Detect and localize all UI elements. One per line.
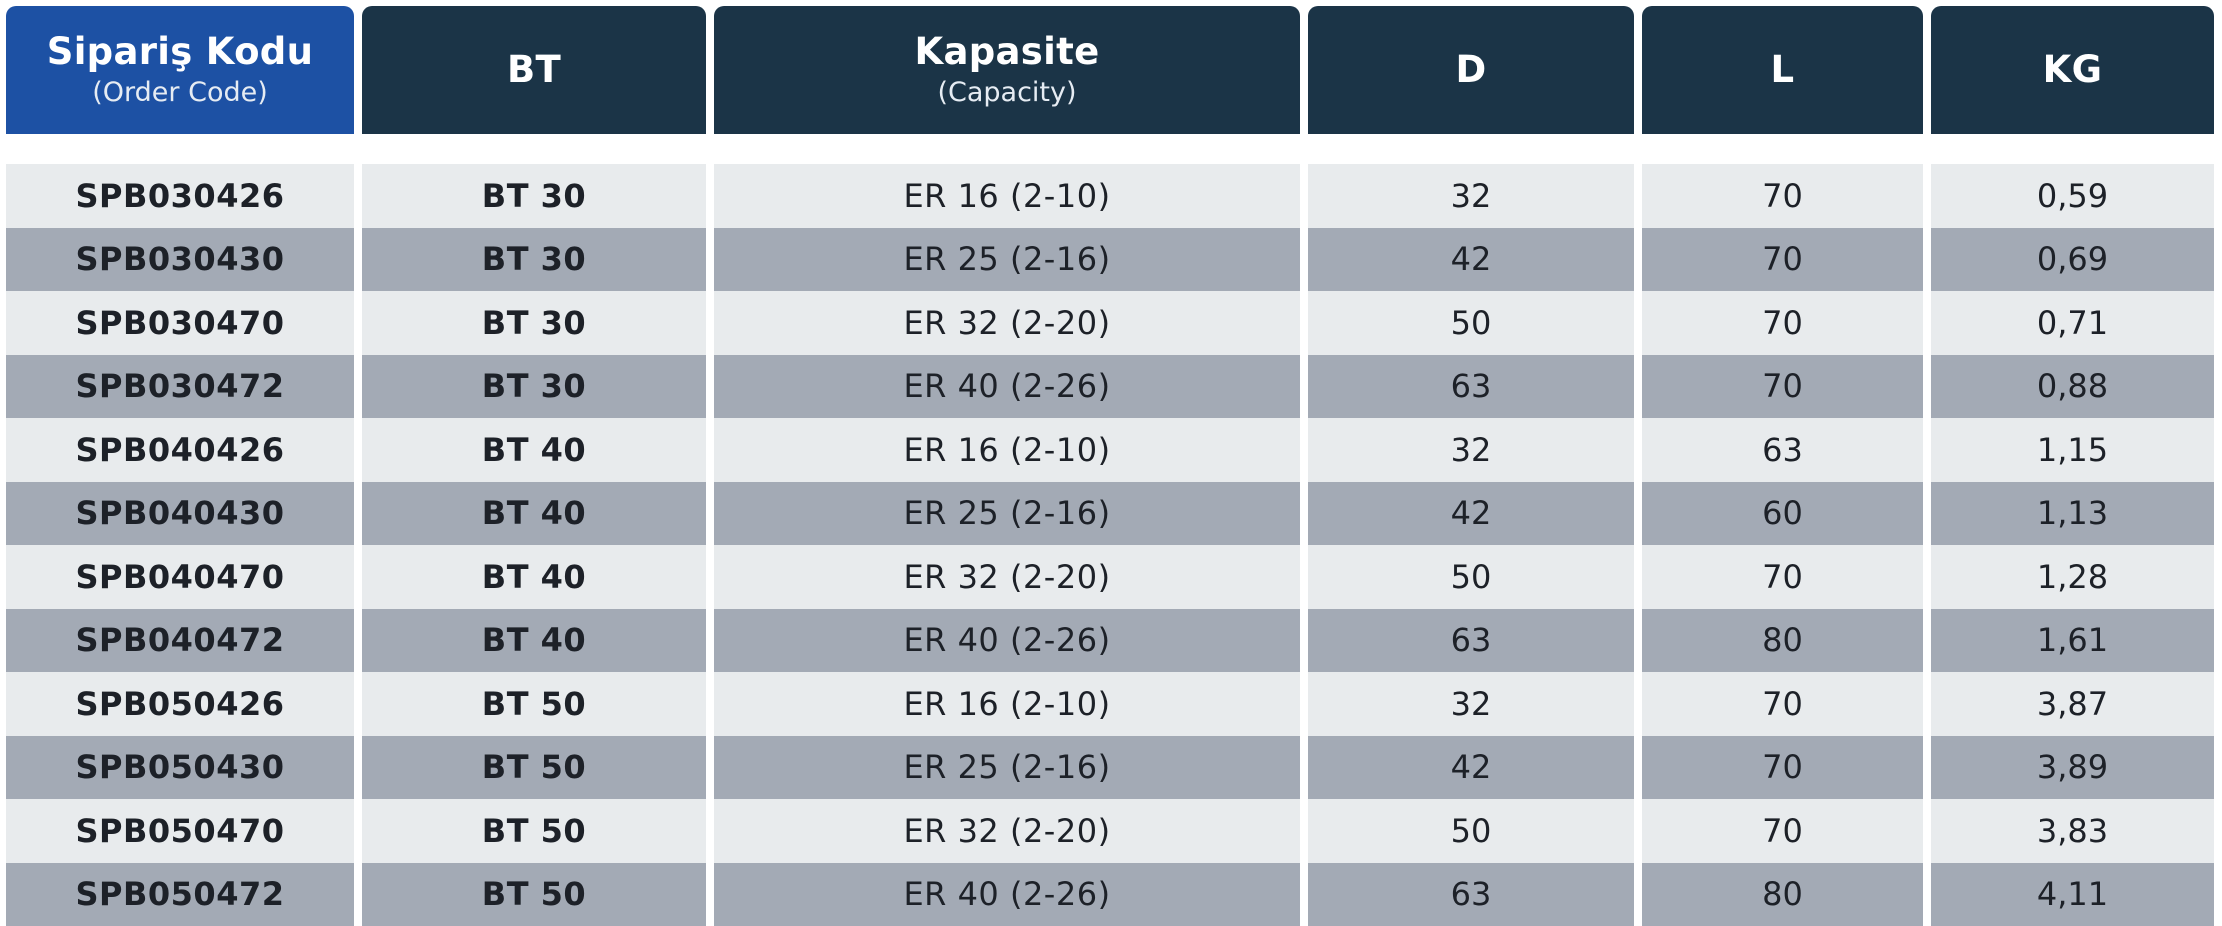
cell-d: 63 [1308, 863, 1634, 926]
cell-order-code: SPB030470 [6, 291, 354, 355]
table-row [6, 228, 2216, 292]
cell-d: 32 [1308, 418, 1634, 482]
cell-kg: 3,89 [1931, 736, 2214, 800]
header-capacity-sublabel: (Capacity) [937, 77, 1077, 109]
cell-bt: BT 30 [362, 291, 706, 355]
table-row [6, 736, 2216, 800]
cell-capacity: ER 16 (2-10) [714, 672, 1300, 736]
header-order-code-label: Sipariş Kodu [46, 29, 314, 73]
cell-order-code: SPB040430 [6, 482, 354, 546]
cell-capacity: ER 40 (2-26) [714, 355, 1300, 419]
header-order-code-sublabel: (Order Code) [92, 77, 268, 109]
cell-order-code: SPB050470 [6, 799, 354, 863]
cell-d: 50 [1308, 799, 1634, 863]
cell-order-code: SPB040470 [6, 545, 354, 609]
cell-bt: BT 50 [362, 736, 706, 800]
cell-l: 70 [1642, 291, 1923, 355]
header-capacity-label: Kapasite [914, 29, 1100, 73]
header-capacity [714, 6, 1300, 134]
product-table [6, 6, 2216, 926]
header-l [1642, 6, 1923, 134]
cell-capacity: ER 40 (2-26) [714, 609, 1300, 673]
cell-d: 63 [1308, 355, 1634, 419]
cell-l: 80 [1642, 609, 1923, 673]
table-row [6, 418, 2216, 482]
cell-kg: 3,83 [1931, 799, 2214, 863]
cell-bt: BT 30 [362, 164, 706, 228]
header-kg-label: KG [2042, 47, 2103, 91]
table-row [6, 355, 2216, 419]
cell-capacity: ER 32 (2-20) [714, 545, 1300, 609]
cell-order-code: SPB030472 [6, 355, 354, 419]
cell-order-code: SPB050430 [6, 736, 354, 800]
cell-order-code: SPB050426 [6, 672, 354, 736]
header-d-label: D [1455, 47, 1487, 91]
cell-bt: BT 50 [362, 799, 706, 863]
header-order-code [6, 6, 354, 134]
cell-bt: BT 40 [362, 482, 706, 546]
header-gap [6, 134, 2216, 164]
cell-order-code: SPB040472 [6, 609, 354, 673]
header-d [1308, 6, 1634, 134]
cell-bt: BT 30 [362, 355, 706, 419]
cell-capacity: ER 40 (2-26) [714, 863, 1300, 926]
cell-capacity: ER 32 (2-20) [714, 291, 1300, 355]
cell-order-code: SPB030426 [6, 164, 354, 228]
cell-capacity: ER 32 (2-20) [714, 799, 1300, 863]
cell-d: 50 [1308, 291, 1634, 355]
table-header [6, 6, 2216, 134]
cell-kg: 4,11 [1931, 863, 2214, 926]
cell-kg: 0,71 [1931, 291, 2214, 355]
cell-l: 60 [1642, 482, 1923, 546]
table-row [6, 672, 2216, 736]
cell-bt: BT 40 [362, 609, 706, 673]
cell-capacity: ER 25 (2-16) [714, 228, 1300, 292]
table-row [6, 799, 2216, 863]
cell-capacity: ER 16 (2-10) [714, 418, 1300, 482]
cell-d: 63 [1308, 609, 1634, 673]
table-body [6, 164, 2216, 926]
cell-kg: 3,87 [1931, 672, 2214, 736]
cell-l: 70 [1642, 545, 1923, 609]
table-row [6, 482, 2216, 546]
header-bt-label: BT [506, 47, 562, 91]
cell-l: 63 [1642, 418, 1923, 482]
cell-kg: 1,61 [1931, 609, 2214, 673]
cell-order-code: SPB030430 [6, 228, 354, 292]
cell-capacity: ER 16 (2-10) [714, 164, 1300, 228]
cell-order-code: SPB050472 [6, 863, 354, 926]
cell-d: 42 [1308, 736, 1634, 800]
header-kg [1931, 6, 2214, 134]
table-row [6, 291, 2216, 355]
cell-bt: BT 40 [362, 545, 706, 609]
cell-d: 50 [1308, 545, 1634, 609]
cell-l: 80 [1642, 863, 1923, 926]
cell-l: 70 [1642, 736, 1923, 800]
table-row [6, 609, 2216, 673]
cell-kg: 1,13 [1931, 482, 2214, 546]
cell-l: 70 [1642, 164, 1923, 228]
cell-d: 42 [1308, 482, 1634, 546]
cell-bt: BT 30 [362, 228, 706, 292]
table-row [6, 164, 2216, 228]
cell-d: 42 [1308, 228, 1634, 292]
cell-order-code: SPB040426 [6, 418, 354, 482]
cell-l: 70 [1642, 355, 1923, 419]
table-row [6, 545, 2216, 609]
cell-bt: BT 50 [362, 863, 706, 926]
cell-capacity: ER 25 (2-16) [714, 482, 1300, 546]
cell-kg: 0,69 [1931, 228, 2214, 292]
table-row [6, 863, 2216, 926]
cell-kg: 0,59 [1931, 164, 2214, 228]
cell-bt: BT 50 [362, 672, 706, 736]
cell-capacity: ER 25 (2-16) [714, 736, 1300, 800]
cell-l: 70 [1642, 672, 1923, 736]
header-bt [362, 6, 706, 134]
cell-d: 32 [1308, 672, 1634, 736]
cell-bt: BT 40 [362, 418, 706, 482]
cell-d: 32 [1308, 164, 1634, 228]
cell-kg: 1,28 [1931, 545, 2214, 609]
cell-kg: 1,15 [1931, 418, 2214, 482]
cell-l: 70 [1642, 228, 1923, 292]
cell-kg: 0,88 [1931, 355, 2214, 419]
cell-l: 70 [1642, 799, 1923, 863]
header-l-label: L [1770, 47, 1795, 91]
